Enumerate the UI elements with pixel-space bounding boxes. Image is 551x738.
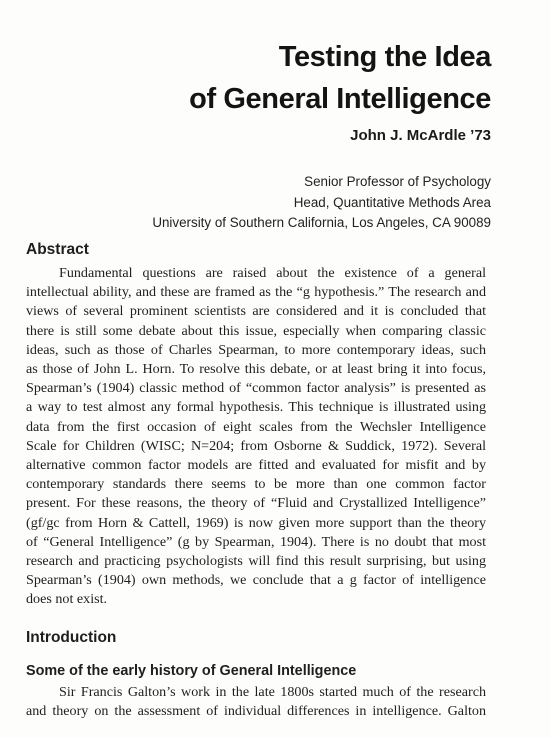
abstract-line: Spearman’s (1904) classic method of “common factor analysis” is presented as bbox=[26, 380, 486, 397]
abstract-line: does not exist. bbox=[26, 591, 108, 608]
introduction-line: Sir Francis Galton’s work in the late 1800s started much of the research bbox=[59, 684, 486, 700]
abstract-body bbox=[26, 264, 486, 610]
title-line-1: Testing the Idea bbox=[278, 41, 491, 73]
abstract-line: Spearman’s (1904) own methods, we conclude that a g factor of intelligence bbox=[26, 572, 486, 589]
abstract-line: intellectual ability, and these are framed as the “g hypothesis.” The research and bbox=[26, 284, 486, 301]
abstract-line: there is still some debate about this issue, especially when comparing classic bbox=[26, 322, 486, 339]
introduction-body bbox=[26, 683, 486, 721]
title-line-2: of General Intelligence bbox=[189, 83, 491, 115]
abstract-line: ideas, such as those of Charles Spearman, to more contemporary ideas, such bbox=[26, 341, 486, 358]
abstract-line: alternative common factor models are fitted and evaluated for misfit and by bbox=[26, 457, 486, 474]
abstract-line: contemporary standards there seems to be more than one common factor bbox=[26, 476, 486, 493]
article-title bbox=[189, 36, 491, 120]
author-name: John J. McArdle ’73 bbox=[350, 127, 491, 144]
abstract-line: views of several prominent scientists are considered and it is concluded that bbox=[26, 303, 486, 320]
abstract-line: (gf/gc from Horn & Cattell, 1969) is now given more support than the theory bbox=[26, 514, 486, 531]
introduction-heading: Introduction bbox=[26, 629, 117, 646]
introduction-line: and theory on the assessment of individual differences in intelligence. Galton bbox=[26, 703, 486, 720]
abstract-line: as those of John L. Horn. To resolve this debate, or at least bring it into focus, bbox=[26, 361, 486, 378]
abstract-line: of “General Intelligence” (g by Spearman, 1904). There is no doubt that most bbox=[26, 533, 486, 550]
abstract-line: data from the first occasion of eight scales from the Wechsler Intelligence bbox=[26, 418, 486, 435]
abstract-line: research and practicing psychologists will find this result surprising, but using bbox=[26, 553, 486, 570]
abstract-line: Fundamental questions are raised about the existence of a general bbox=[59, 265, 486, 281]
abstract-line: a way to test almost any formal hypothesis. This technique is illustrated using bbox=[26, 399, 486, 416]
affiliation-line: Head, Quantitative Methods Area bbox=[293, 194, 491, 210]
affiliation-line: University of Southern California, Los Angeles, CA 90089 bbox=[152, 215, 491, 230]
abstract-heading: Abstract bbox=[26, 241, 89, 258]
introduction-subheading: Some of the early history of General Intelligence bbox=[26, 663, 357, 679]
author-affiliation bbox=[152, 172, 491, 234]
abstract-line: present. For these reasons, the theory of “Fluid and Crystallized Intelligence” bbox=[26, 495, 486, 512]
affiliation-line: Senior Professor of Psychology bbox=[304, 174, 491, 189]
abstract-line: Scale for Children (WISC; N=204; from Osborne & Suddick, 1972). Several bbox=[26, 437, 486, 454]
